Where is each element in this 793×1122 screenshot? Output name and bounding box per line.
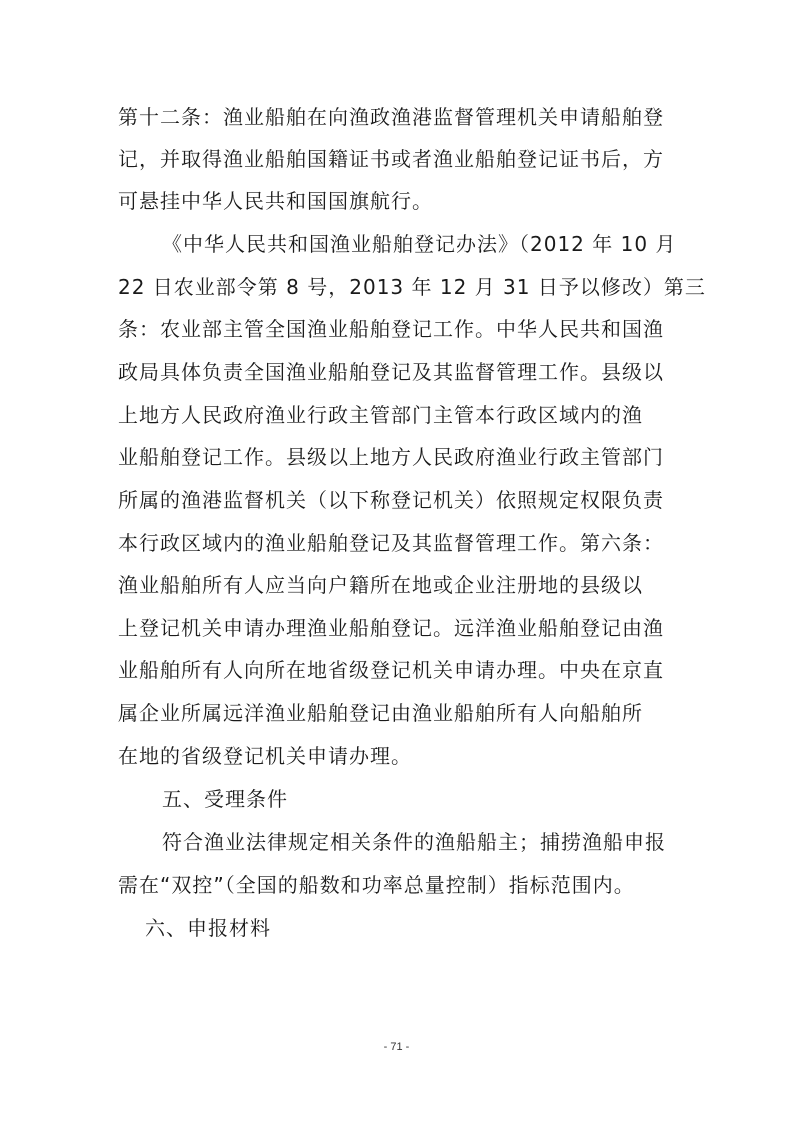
text-line: 政局具体负责全国渔业船舶登记及其监督管理工作。县级以 <box>118 360 664 384</box>
section-heading: 六、申报材料 <box>145 916 271 940</box>
text-line: 第十二条：渔业船舶在向渔政渔港监督管理机关申请船舶登 <box>118 105 664 129</box>
text-line: 条：农业部主管全国渔业船舶登记工作。中华人民共和国渔 <box>118 317 664 341</box>
text-line: 本行政区域内的渔业船舶登记及其监督管理工作。第六条： <box>118 531 664 555</box>
text-line: 业船舶所有人向所在地省级登记机关申请办理。中央在京直 <box>118 658 664 682</box>
text-line: 渔业船舶所有人应当向户籍所在地或企业注册地的县级以 <box>118 573 643 597</box>
text-line: 上登记机关申请办理渔业船舶登记。远洋渔业船舶登记由渔 <box>118 616 664 640</box>
text-line: 符合渔业法律规定相关条件的渔船船主；捕捞渔船申报 <box>162 830 666 854</box>
text-line: 在地的省级登记机关申请办理。 <box>118 744 412 768</box>
page-number: - 71 - <box>383 1041 410 1053</box>
text-line: 需在“双控”（全国的船数和功率总量控制）指标范围内。 <box>118 873 635 897</box>
text-line: 上地方人民政府渔业行政主管部门主管本行政区域内的渔 <box>118 403 643 427</box>
text-line: 《中华人民共和国渔业船舶登记办法》（2012 年 10 月 <box>162 232 677 256</box>
text-line: 属企业所属远洋渔业船舶登记由渔业船舶所有人向船舶所 <box>118 701 643 725</box>
text-line: 可悬挂中华人民共和国国旗航行。 <box>118 189 433 213</box>
text-line: 所属的渔港监督机关（以下称登记机关）依照规定权限负责 <box>118 488 664 512</box>
text-line: 业船舶登记工作。县级以上地方人民政府渔业行政主管部门 <box>118 445 664 469</box>
text-line: 22 日农业部令第 8 号，2013 年 12 月 31 日予以修改）第三 <box>118 275 706 299</box>
text-line: 记，并取得渔业船舶国籍证书或者渔业船舶登记证书后，方 <box>118 147 664 171</box>
section-heading: 五、受理条件 <box>162 787 288 811</box>
